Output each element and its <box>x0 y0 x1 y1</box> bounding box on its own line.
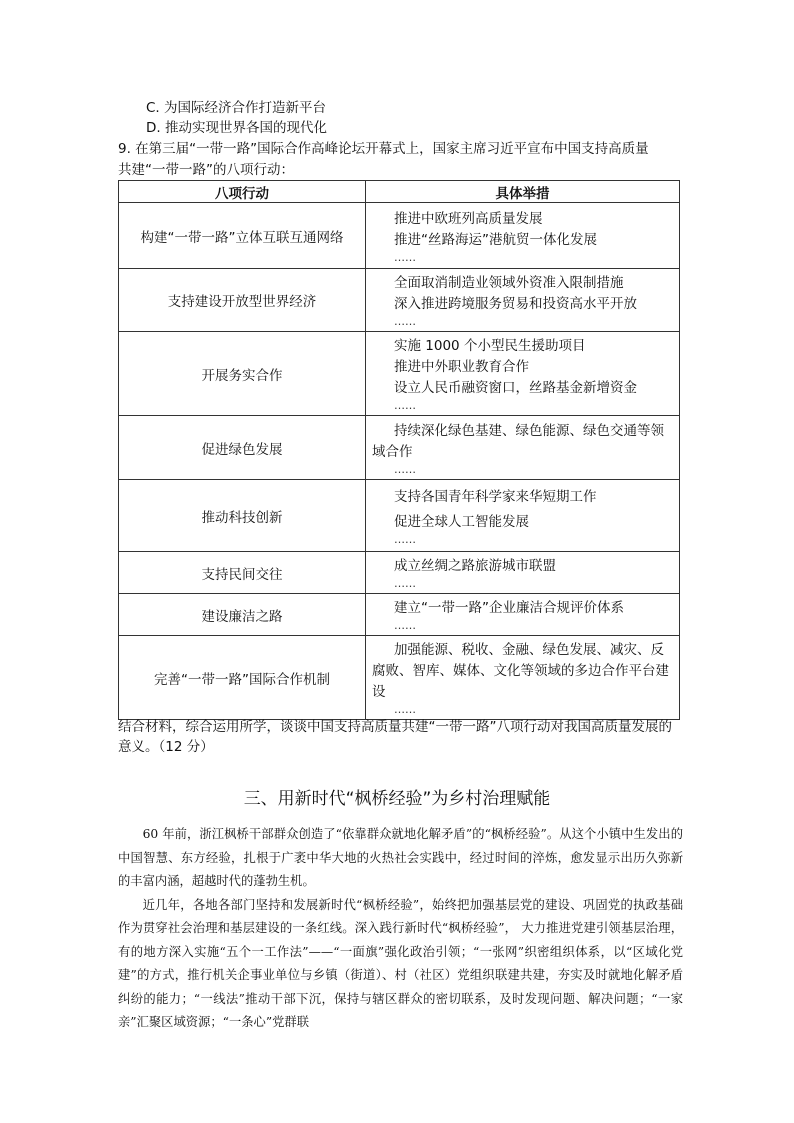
measure-item: 支持各国青年科学家来华短期工作 <box>394 488 597 505</box>
table-row <box>119 552 680 594</box>
section-3-title: 三、用新时代“枫桥经验”为乡村治理赋能 <box>243 789 551 809</box>
action-cell: 构建“一带一路”立体互联互通网络 <box>119 203 366 269</box>
ellipsis: …… <box>394 577 416 590</box>
action-cell: 开展务实合作 <box>119 332 366 416</box>
measures-cell <box>366 269 680 332</box>
table-row <box>119 480 680 552</box>
measure-item: 全面取消制造业领域外资准入限制措施 <box>394 275 624 291</box>
header-actions: 八项行动 <box>119 181 366 203</box>
measure-item: 建立“一带一路”企业廉洁合规评价体系 <box>394 600 624 616</box>
action-cell: 建设廉洁之路 <box>119 594 366 636</box>
section-3-body <box>118 823 683 1035</box>
table-row <box>119 636 680 720</box>
action-cell: 促进绿色发展 <box>119 416 366 480</box>
measure-item: 促进全球人工智能发展 <box>394 513 529 530</box>
table-row <box>119 269 680 332</box>
measures-cell <box>366 480 680 552</box>
measure-item: 深入推进跨境服务贸易和投资高水平开放 <box>394 296 637 312</box>
table-row <box>119 203 680 269</box>
measures-cell <box>366 332 680 416</box>
question-9-prompt: 结合材料，综合运用所学，谈谈中国支持高质量共建“一带一路”八项行动对我国高质量发展的意义。（12 分） <box>118 719 672 755</box>
table-header-row <box>119 181 680 203</box>
ellipsis: …… <box>394 399 416 412</box>
ellipsis: …… <box>394 315 416 328</box>
measures-cell <box>366 203 680 269</box>
header-measures: 具体举措 <box>366 181 680 203</box>
measure-item: 实施 1000 个小型民生援助项目 <box>394 338 586 354</box>
question-9-stem-line1: 9. 在第三届“一带一路”国际合作高峰论坛开幕式上，国家主席习近平宣布中国支持高质量 <box>118 141 649 157</box>
measures-cell <box>366 552 680 594</box>
action-cell: 支持民间交往 <box>119 552 366 594</box>
ellipsis: …… <box>394 462 416 476</box>
measures-cell <box>366 636 680 720</box>
ellipsis: …… <box>394 250 416 264</box>
measure-item: 推进中欧班列高质量发展 <box>394 210 543 227</box>
paragraph: 近几年，各地各部门坚持和发展新时代“枫桥经验”，始终把加强基层党的建设、巩固党的执政基础作为贯穿社会治理和基层建设的一条红线。深入践行新时代“枫桥经验”， 大力推进党建引领基层治理，有的地方深入实施“五个一工作法”——“一面旗”强化政治引领；“一张网”织密组织体系，以“区域化党建”的方式，推行机关企事业单位与乡镇（街道）、村（社区）党组织联建共建，夯实及时就地化解矛盾纠纷的能力；“一线法”推动干部下沉，保持与辖区群众的密切联系，及时发现问题、解决问题；“一家亲”汇聚区域资源；“一条心”党群联 <box>118 897 683 1029</box>
action-cell: 支持建设开放型世界经济 <box>119 269 366 332</box>
table-row <box>119 332 680 416</box>
measure-item: 推进“丝路海运”港航贸一体化发展 <box>394 231 597 248</box>
table-row <box>119 594 680 636</box>
table-row <box>119 416 680 480</box>
measure-item: 推进中外职业教育合作 <box>394 359 529 375</box>
measure-item: 设立人民币融资窗口，丝路基金新增资金 <box>394 380 637 396</box>
measure-item: 持续深化绿色基建、绿色能源、绿色交通等领域合作 <box>372 422 664 460</box>
measures-cell <box>366 416 680 480</box>
ellipsis: …… <box>394 703 416 716</box>
action-cell: 推动科技创新 <box>119 480 366 552</box>
ellipsis: …… <box>394 619 416 632</box>
measure-item: 加强能源、税收、金融、绿色发展、减灾、反腐败、智库、媒体、文化等领域的多边合作平台建设 <box>372 642 669 700</box>
ellipsis: …… <box>394 532 416 546</box>
measures-cell <box>366 594 680 636</box>
option-c: C. 为国际经济合作打造新平台 <box>146 100 327 116</box>
paragraph: 60 年前，浙江枫桥干部群众创造了“依靠群众就地化解矛盾”的“枫桥经验”。从这个小镇中生发出的中国智慧、东方经验，扎根于广袤中华大地的火热社会实践中，经过时间的淬炼，愈发显示出历久弥新的丰富内涵，超越时代的蓬勃生机。 <box>118 827 683 888</box>
action-cell: 完善“一带一路”国际合作机制 <box>119 636 366 720</box>
question-9-stem-line2: 共建“一带一路”的八项行动： <box>118 162 294 178</box>
measure-item: 成立丝绸之路旅游城市联盟 <box>394 558 556 574</box>
eight-actions-table <box>118 180 680 720</box>
option-d: D. 推动实现世界各国的现代化 <box>146 120 327 136</box>
